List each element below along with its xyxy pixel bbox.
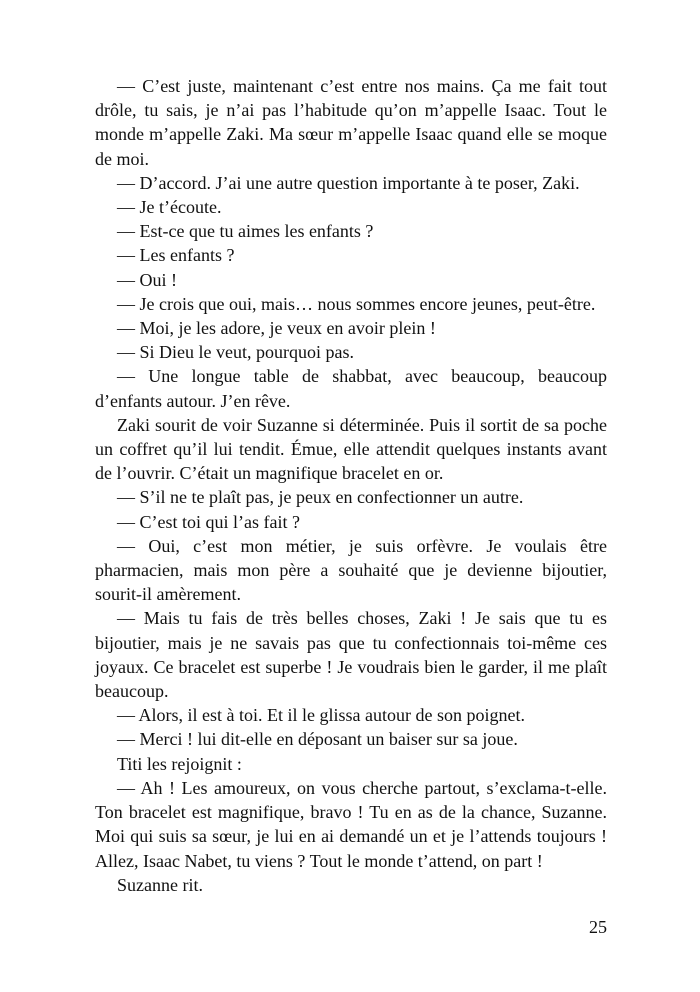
paragraph: Zaki sourit de voir Suzanne si déterminée. Puis il sortit de sa poche un coffret qu’il lui tendit. Émue, elle attendit quelques instants avant de l’ouvrir. C’était un magnifique bracelet en or. [95,414,607,484]
paragraph: — C’est juste, maintenant c’est entre nos mains. Ça me fait tout drôle, tu sais, je n’ai pas l’habitude qu’on m’appelle Isaac. Tout le monde m’appelle Zaki. Ma sœur m’appelle Isaac quand elle se moque de moi. [95,76,607,169]
paragraph: — Les enfants ? [117,245,235,266]
paragraph: — Une longue table de shabbat, avec beaucoup, beaucoup d’enfants autour. J’en rêve. [95,366,607,411]
paragraph: — Oui ! [117,269,177,290]
paragraph: — D’accord. J’ai une autre question importante à te poser, Zaki. [117,172,580,193]
page-number: 25 [589,917,607,937]
paragraph: — Je t’écoute. [117,197,222,218]
paragraph: Suzanne rit. [117,874,203,895]
body-text [95,74,607,897]
paragraph: — Merci ! lui dit-elle en déposant un baiser sur sa joue. [117,729,518,750]
paragraph: — Moi, je les adore, je veux en avoir plein ! [117,318,436,339]
paragraph: — Alors, il est à toi. Et il le glissa autour de son poignet. [117,705,525,726]
paragraph: — Si Dieu le veut, pourquoi pas. [117,342,354,363]
paragraph: — C’est toi qui l’as fait ? [117,511,300,532]
paragraph: — Oui, c’est mon métier, je suis orfèvre. Je voulais être pharmacien, mais mon père a souhaité que je devienne bijoutier, sourit-il amèrement. [95,535,607,605]
paragraph: — Est-ce que tu aimes les enfants ? [117,221,374,242]
paragraph: — Je crois que oui, mais… nous sommes encore jeunes, peut-être. [117,293,596,314]
paragraph: — S’il ne te plaît pas, je peux en confectionner un autre. [117,487,524,508]
paragraph: Titi les rejoignit : [117,753,242,774]
paragraph: — Ah ! Les amoureux, on vous cherche partout, s’exclama-t-elle. Ton bracelet est magnifique, bravo ! Tu en as de la chance, Suzanne. Moi qui suis sa sœur, je lui en ai demandé un et je l’attends toujours ! Allez, Isaac Nabet, tu viens ? Tout le monde t’attend, on part ! [95,777,607,871]
paragraph: — Mais tu fais de très belles choses, Zaki ! Je sais que tu es bijoutier, mais je ne savais pas que tu confectionnais toi-même ces joyaux. Ce bracelet est superbe ! Je voudrais bien le garder, il me plaît beaucoup. [95,608,607,702]
